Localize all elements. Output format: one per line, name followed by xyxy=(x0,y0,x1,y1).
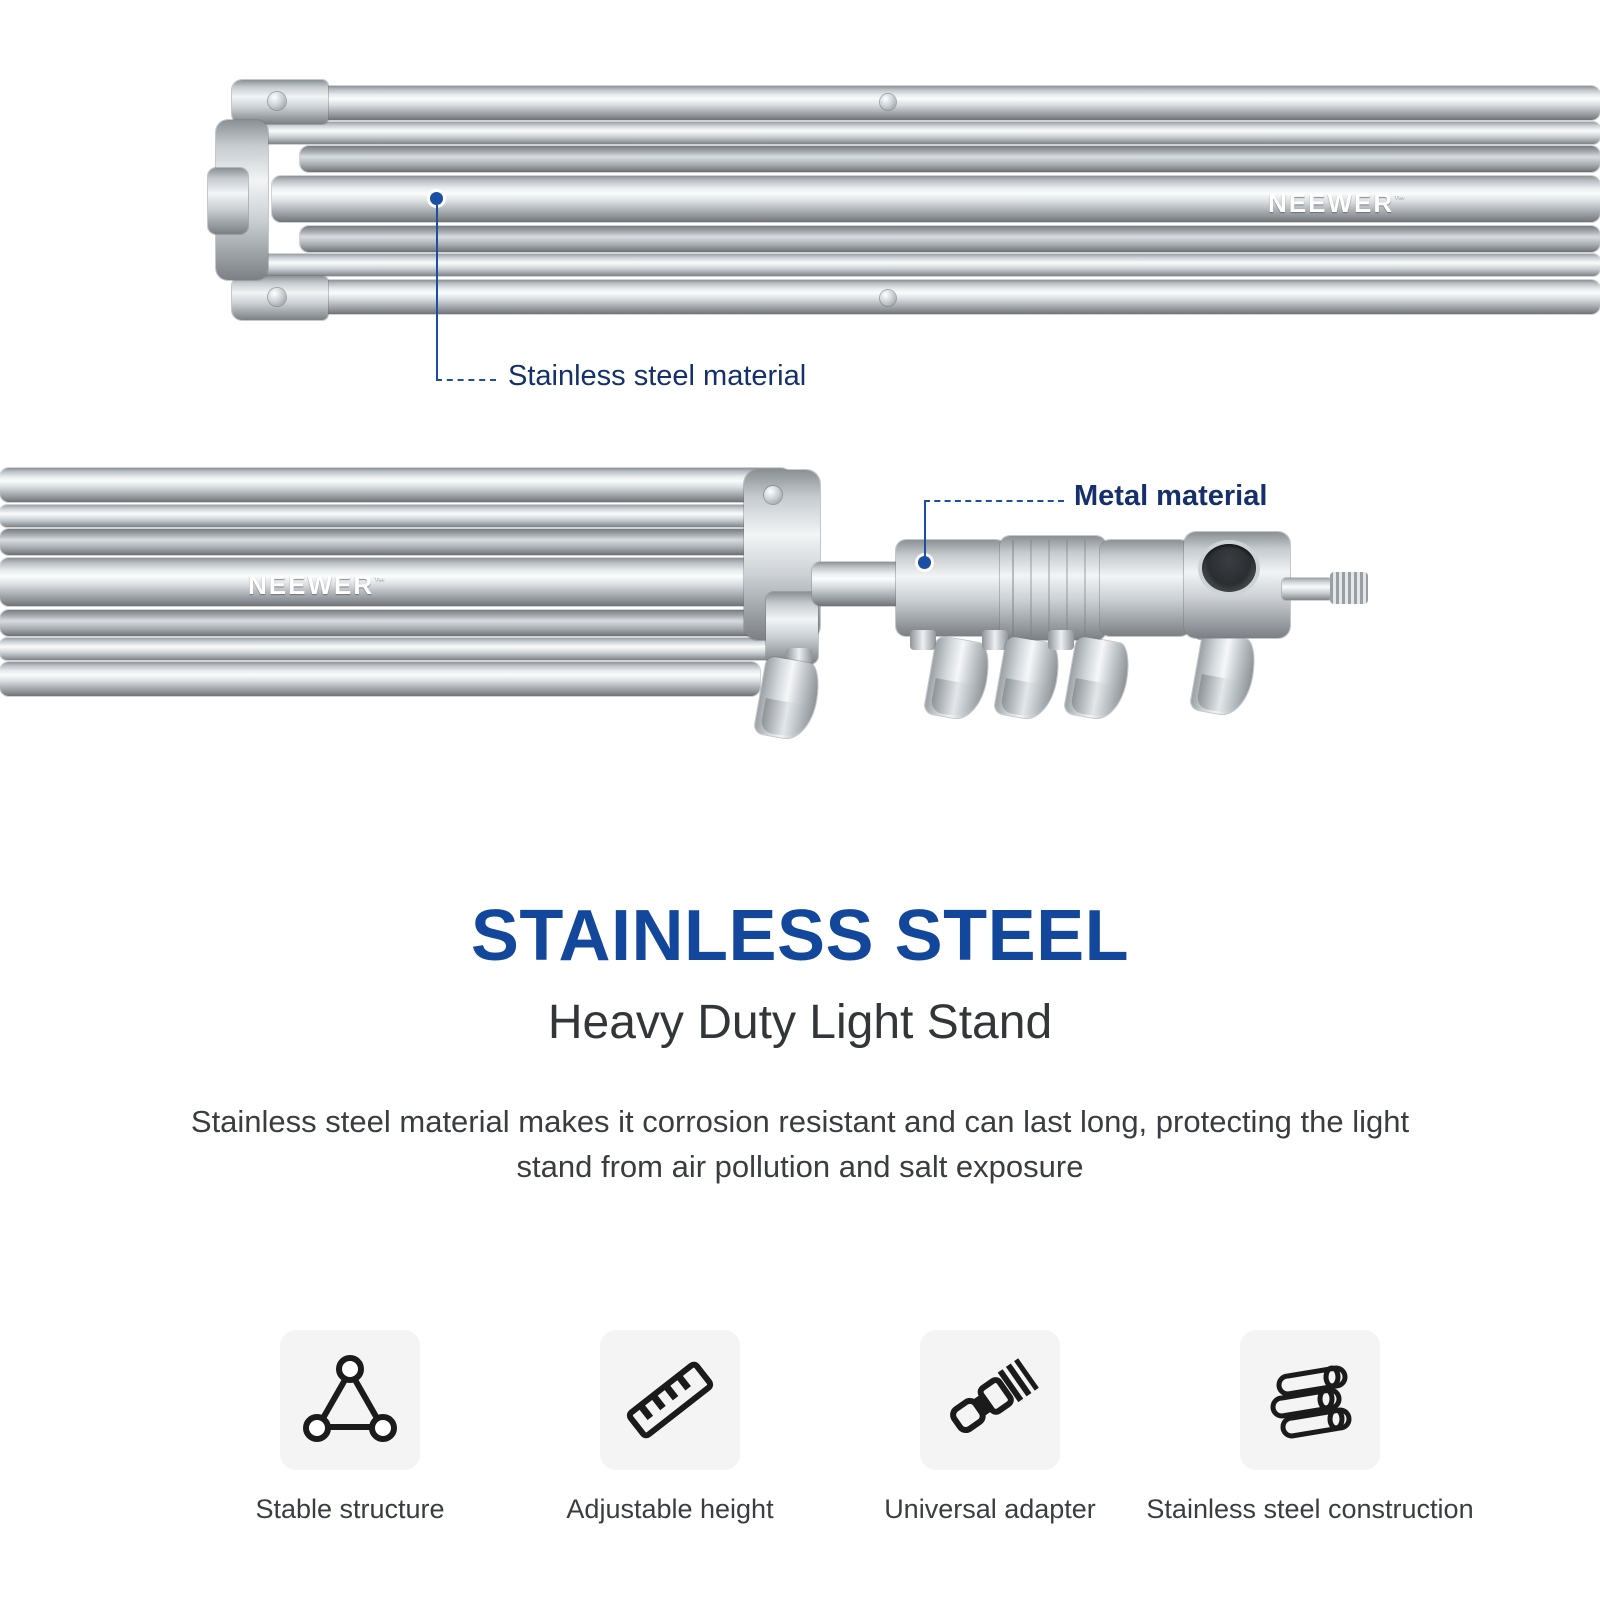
callout-line-stainless xyxy=(436,205,438,380)
wing-screw-neck xyxy=(1048,630,1074,650)
feature-label: Adjustable height xyxy=(566,1494,774,1524)
stand-tube xyxy=(0,529,800,555)
stand-tube xyxy=(248,254,1600,276)
stand-tube-main xyxy=(0,558,812,606)
stand-tube xyxy=(248,122,1600,144)
feature-label: Stainless steel construction xyxy=(1146,1494,1474,1524)
callout-dash-metal xyxy=(924,500,1064,502)
rib-line xyxy=(1084,540,1086,636)
callout-dot-stainless xyxy=(430,192,443,205)
wing-screw xyxy=(1064,636,1133,723)
feature-label: Universal adapter xyxy=(884,1494,1096,1524)
ruler-icon xyxy=(620,1354,720,1446)
wing-screw xyxy=(754,656,823,743)
rivet-icon xyxy=(880,290,896,306)
rib-line xyxy=(1048,540,1050,636)
triangle-structure-icon xyxy=(302,1355,398,1445)
feature-icon-box xyxy=(280,1330,420,1470)
adapter-icon xyxy=(940,1354,1040,1446)
wing-screw xyxy=(1190,632,1259,719)
feature-label: Stable structure xyxy=(255,1494,445,1524)
brand-logo-bottom: NEEWER™ xyxy=(248,570,388,600)
head-collar-2 xyxy=(1000,536,1106,640)
spigot-shaft xyxy=(1282,578,1332,600)
wing-screw xyxy=(924,636,993,723)
page-subtitle: Heavy Duty Light Stand xyxy=(547,996,1053,1049)
stand-tube xyxy=(300,226,1600,252)
stand-collar xyxy=(208,168,248,234)
callout-label-stainless: Stainless steel material xyxy=(508,360,807,392)
adapter-socket-hole xyxy=(1202,544,1256,592)
rib-line xyxy=(1066,540,1068,636)
callout-dash-stainless xyxy=(436,379,496,381)
stand-tube xyxy=(236,86,1600,120)
spigot-thread xyxy=(1330,572,1368,604)
rib-line xyxy=(1012,540,1014,636)
steel-tubes-icon xyxy=(1258,1354,1362,1446)
feature-icon-box xyxy=(1240,1330,1380,1470)
page-title: STAINLESS STEEL xyxy=(470,896,1130,976)
rivet-icon xyxy=(268,92,286,110)
head-collar-3 xyxy=(1100,540,1190,636)
feature-item-universal-adapter xyxy=(840,1330,1140,1525)
rivet-icon xyxy=(268,288,286,306)
stand-tube xyxy=(236,280,1600,314)
feature-icon-box xyxy=(600,1330,740,1470)
feature-icon-box xyxy=(920,1330,1060,1470)
stand-tube xyxy=(0,662,760,696)
feature-item-steel-construction xyxy=(1146,1330,1474,1525)
feature-row xyxy=(200,1330,1474,1525)
wing-screw-neck xyxy=(910,630,936,650)
feature-item-stable-structure xyxy=(200,1330,500,1525)
rivet-icon xyxy=(880,94,896,110)
stand-tube xyxy=(0,505,800,527)
description-text: Stainless steel material makes it corrosion resistant and can last long, protecting the light stand from air pollution and salt exposure xyxy=(190,1104,1410,1184)
stand-tube xyxy=(0,468,790,502)
rivet-icon xyxy=(764,486,782,504)
rib-line xyxy=(1030,540,1032,636)
stand-tube xyxy=(300,146,1600,172)
callout-label-metal: Metal material xyxy=(1074,480,1268,512)
callout-line-metal xyxy=(924,500,926,560)
stand-tube xyxy=(0,610,800,636)
brand-text: NEEWER xyxy=(248,570,375,600)
feature-item-adjustable-height xyxy=(520,1330,820,1525)
brand-text: NEEWER xyxy=(1268,188,1395,218)
stand-tube xyxy=(0,638,800,660)
brand-logo-top: NEEWER™ xyxy=(1268,188,1408,218)
head-collar-1 xyxy=(896,540,1006,636)
